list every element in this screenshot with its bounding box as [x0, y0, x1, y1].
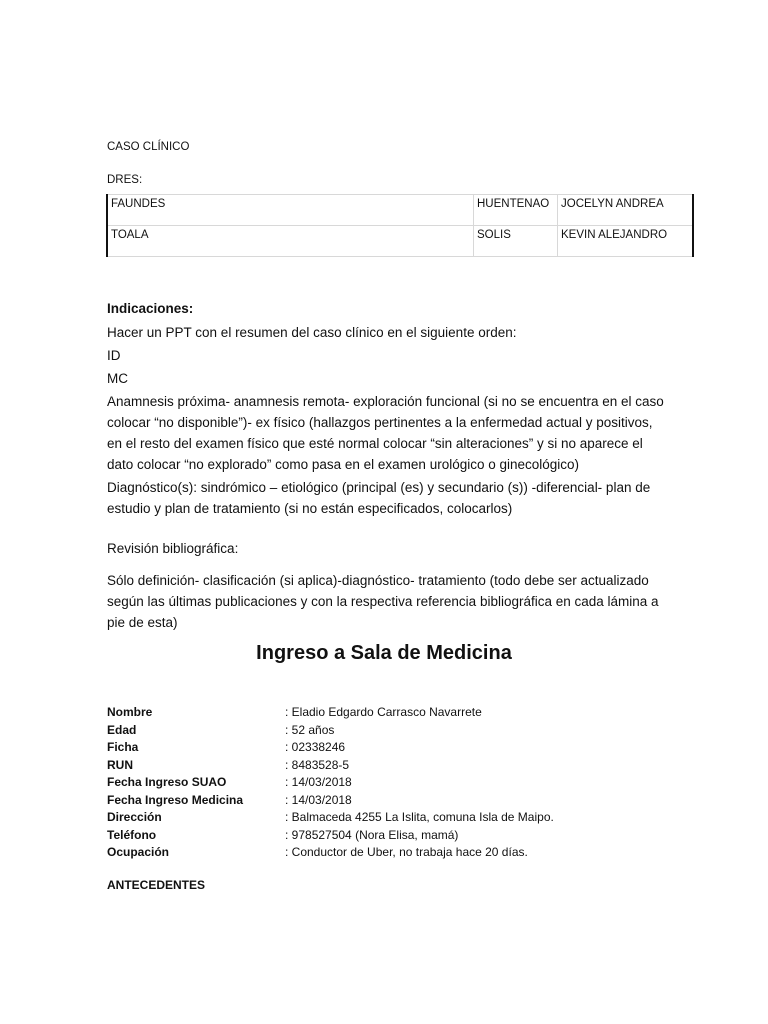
field-label: Fecha Ingreso SUAO — [107, 775, 227, 789]
field-value: : 14/03/2018 — [285, 775, 352, 789]
ingreso-heading: Ingreso a Sala de Medicina — [256, 642, 512, 664]
table-cell: HUENTENAO — [474, 195, 558, 226]
table-row — [107, 226, 693, 257]
table-row — [107, 723, 554, 741]
table-cell: TOALA — [107, 226, 474, 257]
dres-label: DRES: — [107, 174, 143, 186]
field-label: Ficha — [107, 740, 139, 754]
field-label: Nombre — [107, 705, 153, 719]
field-label: Fecha Ingreso Medicina — [107, 792, 244, 807]
table-row — [107, 705, 554, 723]
paragraph: Hacer un PPT con el resumen del caso clínico en el siguiente orden: — [107, 325, 517, 340]
table-cell: JOCELYN ANDREA — [558, 195, 694, 226]
table-row — [107, 793, 554, 811]
team-table — [106, 194, 694, 257]
table-row — [107, 758, 554, 776]
antecedentes-heading: ANTECEDENTES — [107, 878, 206, 892]
field-label: Dirección — [107, 810, 162, 824]
paragraph: Diagnóstico(s): sindrómico – etiológico (principal (es) y secundario (s)) -diferencial- plan de estudio y plan de tratamiento (si no están especificados, colocarlos) — [107, 480, 651, 516]
paragraph: MC — [107, 371, 128, 386]
table-cell: KEVIN ALEJANDRO — [558, 226, 694, 257]
table-row — [107, 810, 554, 828]
patient-info-table — [107, 705, 554, 863]
paragraph: Anamnesis próxima- anamnesis remota- exploración funcional (si no se encuentra en el caso colocar “no disponible”)- ex físico (hallazgos pertinentes a la enfermedad actual y positivos, en el resto del examen físico que esté normal colocar “sin alteraciones” y si no aparece el dato colocar “no explorado” como pasa en el examen urológico o ginecológico) — [107, 394, 664, 472]
field-label: Ocupación — [107, 845, 170, 859]
field-value: : 02338246 — [285, 740, 346, 754]
field-value: : 978527504 (Nora Elisa, mamá) — [285, 827, 459, 842]
field-value: : Eladio Edgardo Carrasco Navarrete — [285, 705, 482, 719]
field-value: : 14/03/2018 — [285, 792, 352, 807]
revision-body: Sólo definición- clasificación (si aplica)-diagnóstico- tratamiento (todo debe ser actualizado según las últimas publicaciones y con la respectiva referencia bibliográfica en cada lámina a pie de esta) — [107, 573, 659, 630]
table-row — [107, 828, 554, 846]
field-label: RUN — [107, 757, 133, 772]
indicaciones-heading: Indicaciones: — [107, 301, 194, 316]
document-title: CASO CLÍNICO — [107, 141, 190, 153]
table-row — [107, 195, 693, 226]
field-value: : 52 años — [285, 722, 335, 737]
field-value: : 8483528-5 — [285, 757, 350, 772]
table-row — [107, 775, 554, 793]
revision-heading: Revisión bibliográfica: — [107, 541, 239, 556]
table-row — [107, 740, 554, 758]
table-cell: SOLIS — [474, 226, 558, 257]
field-label: Edad — [107, 722, 137, 737]
table-row — [107, 845, 554, 863]
paragraph: ID — [107, 348, 121, 363]
field-value: : Balmaceda 4255 La Islita, comuna Isla de Maipo. — [285, 810, 554, 824]
table-cell: FAUNDES — [107, 195, 474, 226]
field-value: : Conductor de Uber, no trabaja hace 20 días. — [285, 845, 528, 859]
field-label: Teléfono — [107, 827, 157, 842]
indicaciones-body — [107, 322, 667, 521]
